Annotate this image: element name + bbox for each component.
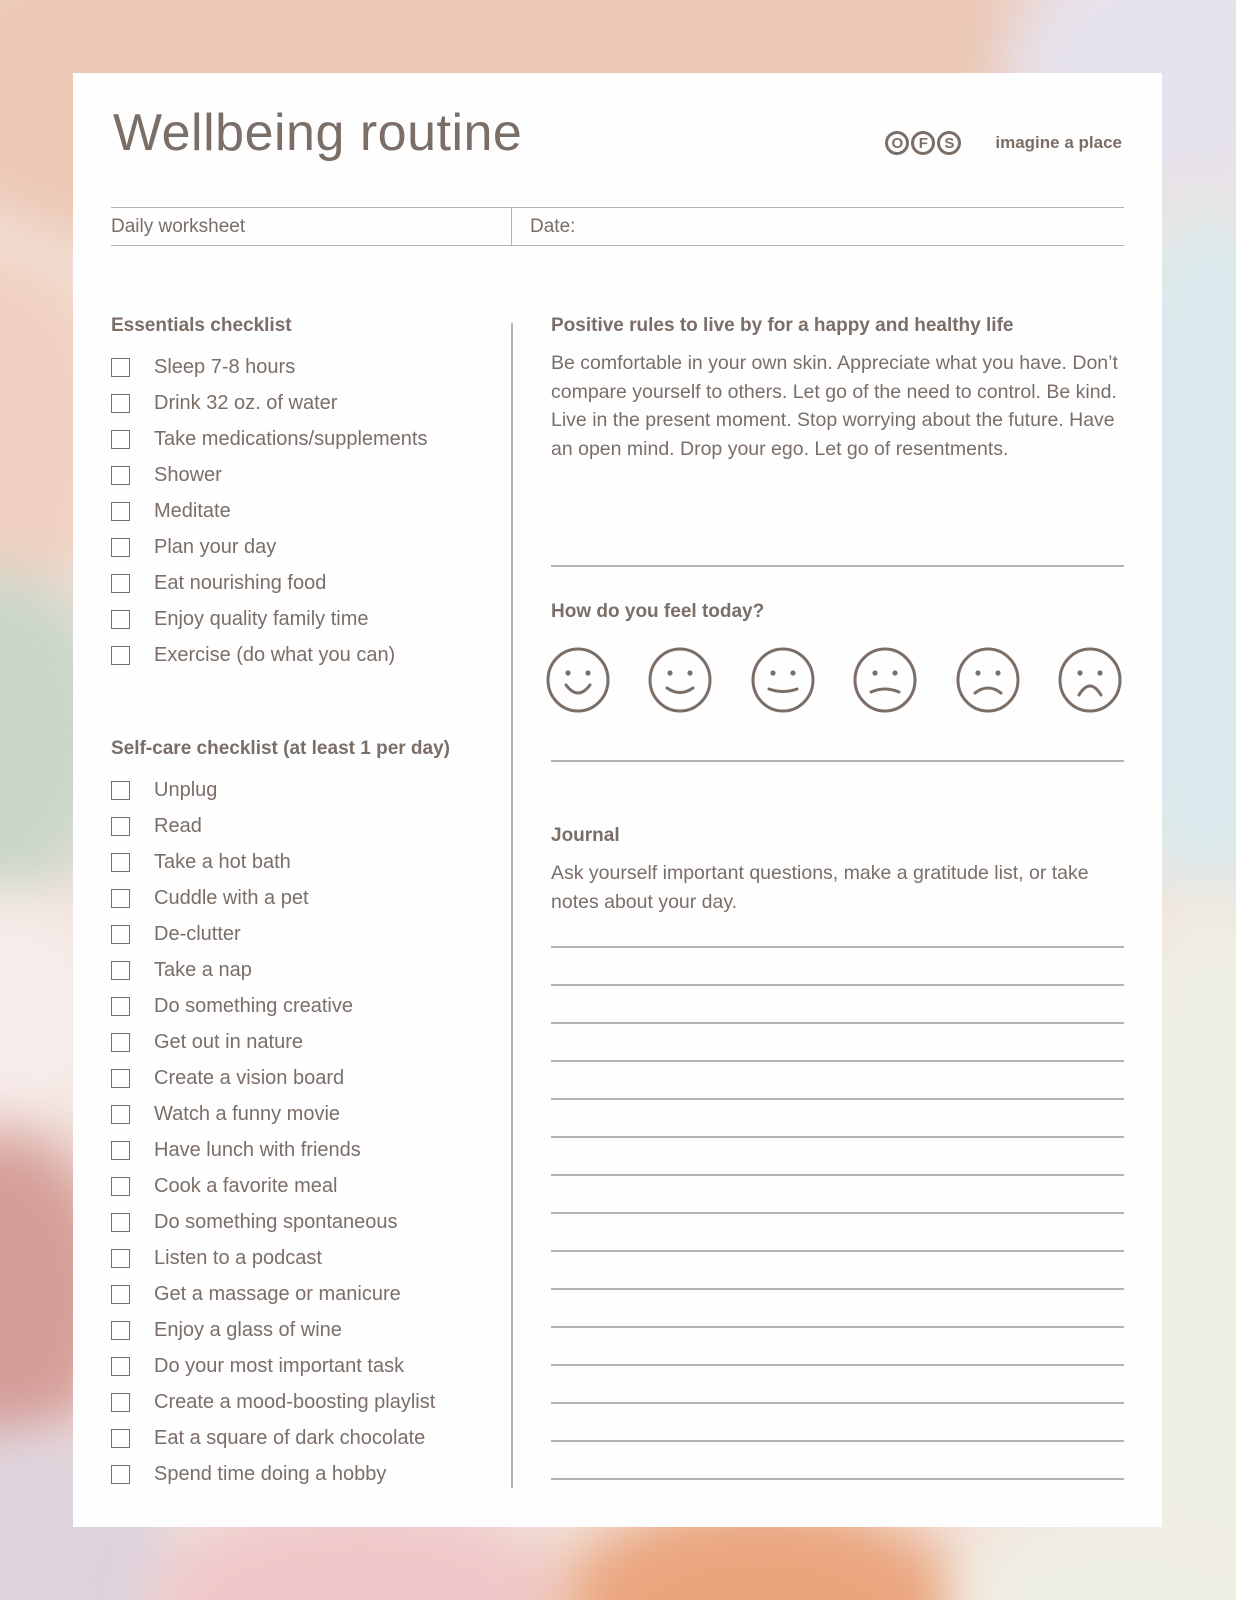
content-face-icon[interactable]: [750, 647, 816, 713]
journal-line: [551, 1440, 1124, 1442]
date-field[interactable]: [512, 208, 575, 245]
checklist-item-label: Have lunch with friends: [154, 1138, 361, 1161]
checklist-item[interactable]: [111, 421, 491, 457]
checklist-item[interactable]: [111, 1240, 491, 1276]
checklist-item[interactable]: [111, 565, 491, 601]
journal-line: [551, 1288, 1124, 1290]
worksheet-meta-row: [111, 207, 1124, 246]
selfcare-checklist: [111, 772, 491, 1492]
checklist-item[interactable]: [111, 385, 491, 421]
checklist-item-label: Create a mood-boosting playlist: [154, 1390, 436, 1413]
checkbox[interactable]: [111, 1033, 130, 1052]
rules-text: Be comfortable in your own skin. Appreciate what you have. Don’t compare yourself to others. Let go of the need to control. Be kind. Live in the present moment. Stop worrying about the future. Have an open mind. Drop your ego. Let go of resentments.: [551, 352, 1118, 460]
checklist-item[interactable]: [111, 1384, 491, 1420]
selfcare-section: [111, 738, 491, 1492]
essentials-title: Essentials checklist: [111, 315, 292, 336]
logo-letter-s: S: [937, 131, 961, 155]
checkbox[interactable]: [111, 430, 130, 449]
brand-tagline: imagine a place: [995, 133, 1122, 152]
checkbox[interactable]: [111, 889, 130, 908]
checkbox[interactable]: [111, 394, 130, 413]
checklist-item[interactable]: [111, 1096, 491, 1132]
checklist-item-label: Eat a square of dark chocolate: [154, 1426, 426, 1449]
checklist-item-label: Cuddle with a pet: [154, 886, 309, 909]
checkbox[interactable]: [111, 1141, 130, 1160]
selfcare-title: Self-care checklist (at least 1 per day): [111, 738, 450, 759]
checkbox[interactable]: [111, 925, 130, 944]
checklist-item[interactable]: [111, 1348, 491, 1384]
mood-faces: [545, 647, 1123, 713]
checklist-item[interactable]: [111, 1204, 491, 1240]
logo-letter-o: O: [885, 131, 909, 155]
checklist-item[interactable]: [111, 1168, 491, 1204]
journal-section: [551, 825, 1124, 1516]
checklist-item[interactable]: [111, 1312, 491, 1348]
checklist-item-label: Drink 32 oz. of water: [154, 391, 338, 414]
checkbox[interactable]: [111, 781, 130, 800]
checklist-item-label: Shower: [154, 463, 222, 486]
journal-line: [551, 1250, 1124, 1252]
ofs-logo-mark: [885, 131, 961, 155]
checkbox[interactable]: [111, 646, 130, 665]
checkbox[interactable]: [111, 1321, 130, 1340]
checklist-item[interactable]: [111, 1060, 491, 1096]
checkbox[interactable]: [111, 1393, 130, 1412]
checkbox[interactable]: [111, 997, 130, 1016]
checklist-item[interactable]: [111, 880, 491, 916]
checklist-item-label: Do something creative: [154, 994, 353, 1017]
journal-line: [551, 984, 1124, 986]
checklist-item[interactable]: [111, 493, 491, 529]
journal-line: [551, 1402, 1124, 1404]
checklist-item-label: Read: [154, 814, 202, 837]
checklist-item-label: Get a massage or manicure: [154, 1282, 401, 1305]
checklist-item-label: Take a nap: [154, 958, 252, 981]
checklist-item-label: De-clutter: [154, 922, 241, 945]
checkbox[interactable]: [111, 1177, 130, 1196]
checkbox[interactable]: [111, 358, 130, 377]
journal-line: [551, 1136, 1124, 1138]
essentials-checklist: [111, 349, 491, 673]
checklist-item[interactable]: [111, 844, 491, 880]
checklist-item[interactable]: [111, 1456, 491, 1492]
checklist-item[interactable]: [111, 601, 491, 637]
checkbox[interactable]: [111, 853, 130, 872]
rules-divider: [551, 565, 1124, 567]
mood-divider: [551, 760, 1124, 762]
mood-section: [551, 601, 1124, 713]
journal-line: [551, 946, 1124, 948]
journal-line: [551, 1326, 1124, 1328]
checkbox[interactable]: [111, 817, 130, 836]
checklist-item-label: Spend time doing a hobby: [154, 1462, 387, 1485]
checklist-item[interactable]: [111, 952, 491, 988]
journal-title: Journal: [551, 825, 620, 846]
journal-line: [551, 1212, 1124, 1214]
mood-title: How do you feel today?: [551, 601, 765, 622]
checkbox[interactable]: [111, 961, 130, 980]
checklist-item[interactable]: [111, 457, 491, 493]
checklist-item[interactable]: [111, 916, 491, 952]
checkbox[interactable]: [111, 466, 130, 485]
checklist-item-label: Sleep 7-8 hours: [154, 355, 296, 378]
journal-line: [551, 1364, 1124, 1366]
checklist-item-label: Do something spontaneous: [154, 1210, 398, 1233]
sad-face-icon[interactable]: [955, 647, 1021, 713]
slightly-sad-face-icon[interactable]: [852, 647, 918, 713]
checkbox[interactable]: [111, 1069, 130, 1088]
checklist-item-label: Eat nourishing food: [154, 571, 327, 594]
checklist-item-label: Plan your day: [154, 535, 277, 558]
checklist-item[interactable]: [111, 808, 491, 844]
happy-face-icon[interactable]: [647, 647, 713, 713]
journal-line: [551, 1174, 1124, 1176]
checklist-item[interactable]: [111, 1420, 491, 1456]
rules-title: Positive rules to live by for a happy and healthy life: [551, 315, 1014, 336]
checklist-item-label: Take medications/supplements: [154, 427, 428, 450]
checklist-item[interactable]: [111, 349, 491, 385]
journal-line: [551, 1060, 1124, 1062]
checklist-item[interactable]: [111, 988, 491, 1024]
checkbox[interactable]: [111, 610, 130, 629]
checkbox[interactable]: [111, 1465, 130, 1484]
checkbox[interactable]: [111, 1285, 130, 1304]
checkbox[interactable]: [111, 574, 130, 593]
very-happy-face-icon[interactable]: [545, 647, 611, 713]
date-label: Date:: [530, 215, 576, 237]
checklist-item[interactable]: [111, 1132, 491, 1168]
checkbox[interactable]: [111, 1105, 130, 1124]
brand-logo: [885, 131, 1122, 155]
worksheet-label: Daily worksheet: [111, 208, 512, 245]
checklist-item-label: Cook a favorite meal: [154, 1174, 338, 1197]
journal-line: [551, 1022, 1124, 1024]
worksheet-page: [73, 73, 1162, 1527]
checklist-item-label: Take a hot bath: [154, 850, 291, 873]
journal-line: [551, 1478, 1124, 1480]
checklist-item-label: Enjoy a glass of wine: [154, 1318, 342, 1341]
journal-writing-area[interactable]: [551, 946, 1124, 1480]
checklist-item-label: Unplug: [154, 778, 218, 801]
column-divider: [511, 323, 513, 1488]
checkbox[interactable]: [111, 538, 130, 557]
checklist-item-label: Do your most important task: [154, 1354, 405, 1377]
checklist-item[interactable]: [111, 1024, 491, 1060]
logo-letter-f: F: [911, 131, 935, 155]
checklist-item[interactable]: [111, 772, 491, 808]
page-title: Wellbeing routine: [113, 104, 523, 162]
checklist-item[interactable]: [111, 1276, 491, 1312]
checklist-item-label: Enjoy quality family time: [154, 607, 369, 630]
checklist-item[interactable]: [111, 637, 491, 673]
checklist-item-label: Exercise (do what you can): [154, 643, 396, 666]
checkbox[interactable]: [111, 1213, 130, 1232]
very-sad-face-icon[interactable]: [1057, 647, 1123, 713]
journal-prompt: Ask yourself important questions, make a gratitude list, or take notes about your day.: [551, 862, 1089, 913]
checkbox[interactable]: [111, 502, 130, 521]
checklist-item-label: Create a vision board: [154, 1066, 345, 1089]
checklist-item-label: Get out in nature: [154, 1030, 303, 1053]
checkbox[interactable]: [111, 1249, 130, 1268]
checklist-item-label: Watch a funny movie: [154, 1102, 341, 1125]
checklist-item-label: Meditate: [154, 499, 231, 522]
checklist-item[interactable]: [111, 529, 491, 565]
journal-line: [551, 1098, 1124, 1100]
essentials-section: [111, 315, 491, 673]
checkbox[interactable]: [111, 1429, 130, 1448]
checklist-item-label: Listen to a podcast: [154, 1246, 322, 1269]
checkbox[interactable]: [111, 1357, 130, 1376]
rules-section: [551, 315, 1124, 463]
